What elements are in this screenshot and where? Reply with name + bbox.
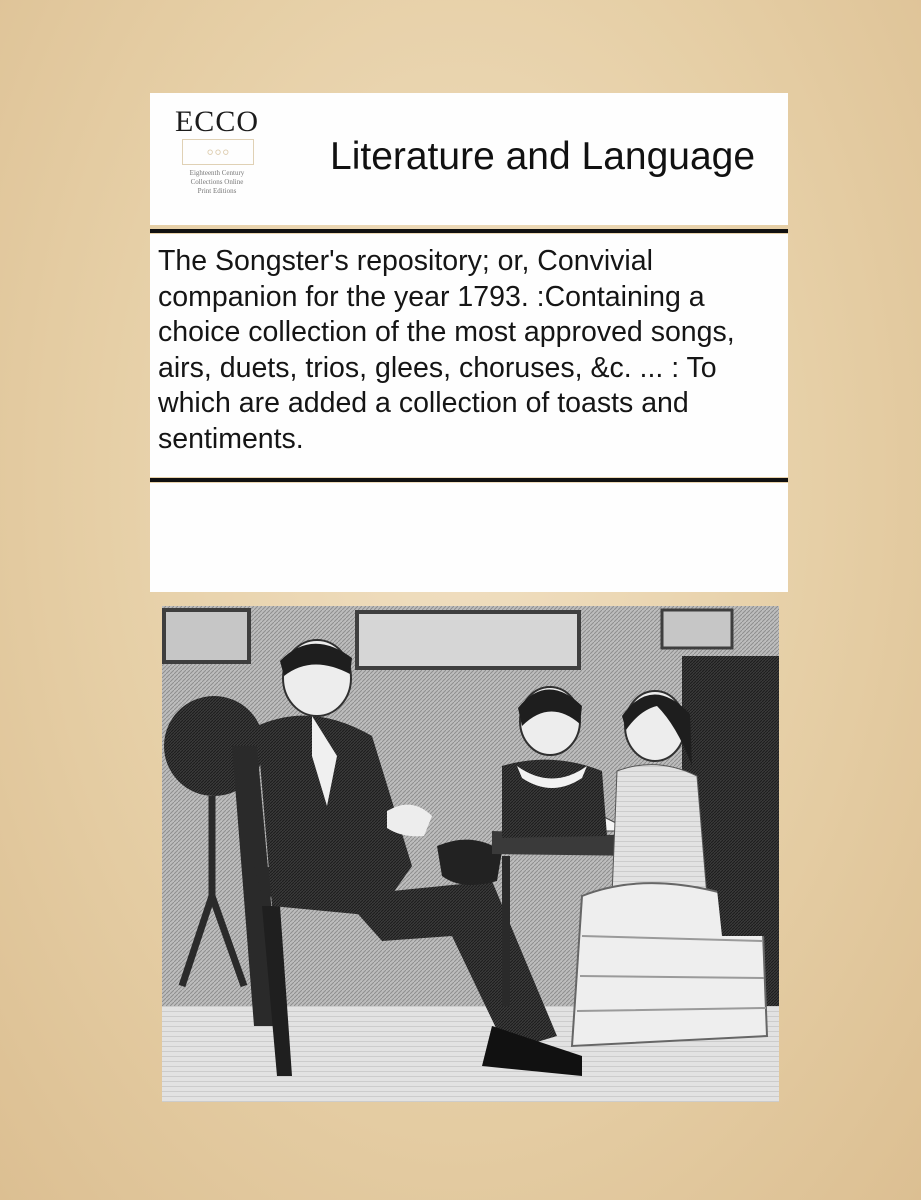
logo-caption-line: Collections Online bbox=[190, 178, 244, 186]
boy-jacket bbox=[502, 760, 607, 838]
logo-caption bbox=[168, 169, 266, 196]
girl-dress bbox=[612, 765, 707, 896]
wall-picture bbox=[357, 612, 579, 668]
cover-illustration bbox=[162, 606, 779, 1102]
divider-bottom bbox=[150, 478, 788, 482]
book-title: The Songster's repository; or, Convivial companion for the year 1793. :Containing a choice collection of the most approved songs, airs, duets, trios, glees, choruses, &c. ... : To which are added a collection of toasts and sentiments. bbox=[158, 245, 735, 455]
header-panel bbox=[150, 93, 788, 225]
category-heading: Literature and Language bbox=[330, 135, 756, 178]
logo-text: ECCO bbox=[174, 105, 259, 138]
ecco-logo bbox=[168, 105, 266, 215]
logo-caption-line: Eighteenth Century bbox=[189, 169, 245, 177]
engraving-image bbox=[162, 606, 779, 1102]
blank-panel bbox=[150, 483, 788, 592]
logo-caption-line: Print Editions bbox=[197, 187, 237, 195]
divider-top bbox=[150, 229, 788, 233]
logo-watermark: ◦◦◦ bbox=[182, 139, 254, 165]
title-panel bbox=[150, 234, 788, 477]
